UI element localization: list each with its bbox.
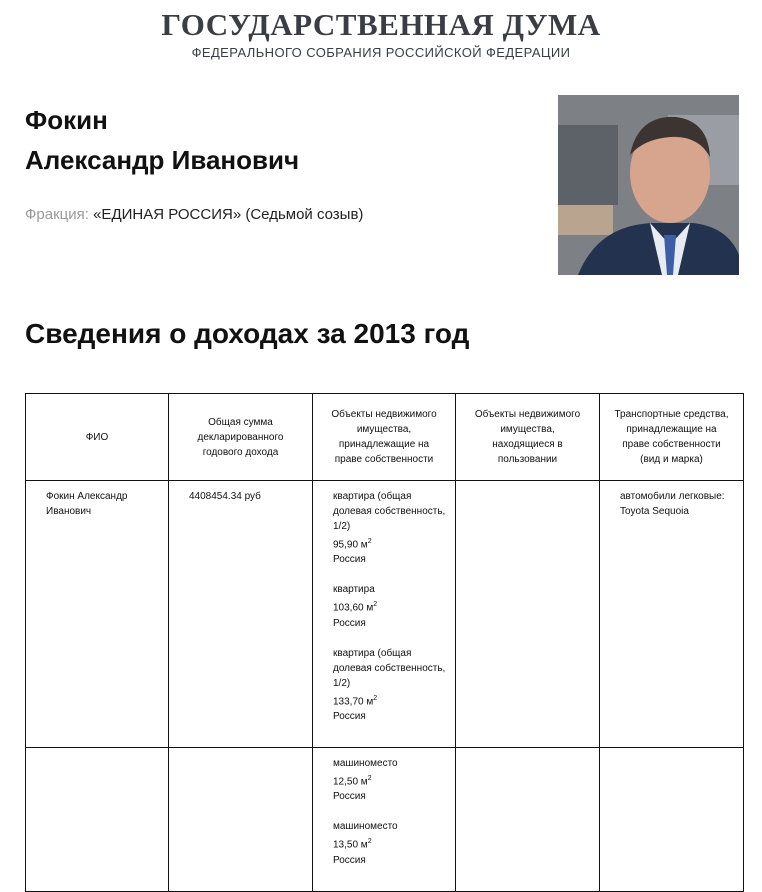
table-row xyxy=(26,747,744,891)
deputy-photo xyxy=(558,95,739,275)
col-header-vehicles: Транспортные средства, принадлежащие на праве собственности (вид и марка) xyxy=(600,394,744,481)
col-header-used-property: Объекты недвижимого имущества, находящиеся в пользовании xyxy=(456,394,600,481)
cell-vehicles xyxy=(600,747,744,891)
property-item: машиноместо 13,50 $м^2$ Россия xyxy=(333,821,398,866)
property-item: машиноместо 12,50 $м^2$ Россия xyxy=(333,757,398,803)
property-item: квартира (общая долевая собственность, 1/2) 95,90 $м^2$ Россия xyxy=(333,491,446,566)
cell-income: 4408454.34 руб xyxy=(169,481,313,748)
col-header-fio: ФИО xyxy=(26,394,169,481)
deputy-portrait xyxy=(558,95,739,275)
property-item: квартира 103,60 $м^2$ Россия xyxy=(333,584,378,629)
property-item: квартира (общая долевая собственность, 1/2) 133,70 $м^2$ Россия xyxy=(333,647,446,722)
cell-used-property xyxy=(456,481,600,748)
income-declaration-table xyxy=(25,393,744,892)
cell-income xyxy=(169,747,313,891)
col-header-owned-property: Объекты недвижимого имущества, принадлежащие на праве собственности xyxy=(313,394,456,481)
site-header xyxy=(0,8,762,60)
col-header-income: Общая сумма декларированного годового дохода xyxy=(169,394,313,481)
faction-line xyxy=(25,206,363,223)
duma-title[interactable]: ГОСУДАРСТВЕННАЯ ДУМА xyxy=(161,7,601,42)
section-title: Сведения о доходах за 2013 год xyxy=(25,318,470,349)
cell-owned-property xyxy=(313,747,456,891)
cell-fio xyxy=(26,747,169,891)
deputy-name xyxy=(25,100,299,180)
faction-label: Фракция: xyxy=(25,206,89,223)
cell-owned-property xyxy=(313,481,456,748)
table-header-row xyxy=(26,394,744,481)
cell-used-property xyxy=(456,747,600,891)
table-row xyxy=(26,481,744,748)
deputy-given-names: Александр Иванович xyxy=(25,145,300,175)
deputy-surname: Фокин xyxy=(25,105,108,135)
cell-vehicles: автомобили легковые: Toyota Sequoia xyxy=(600,481,744,748)
cell-fio: Фокин Александр Иванович xyxy=(26,481,169,748)
faction-value: «ЕДИНАЯ РОССИЯ» (Седьмой созыв) xyxy=(93,206,364,223)
duma-subtitle: ФЕДЕРАЛЬНОГО СОБРАНИЯ РОССИЙСКОЙ ФЕДЕРАЦИИ xyxy=(191,45,571,60)
